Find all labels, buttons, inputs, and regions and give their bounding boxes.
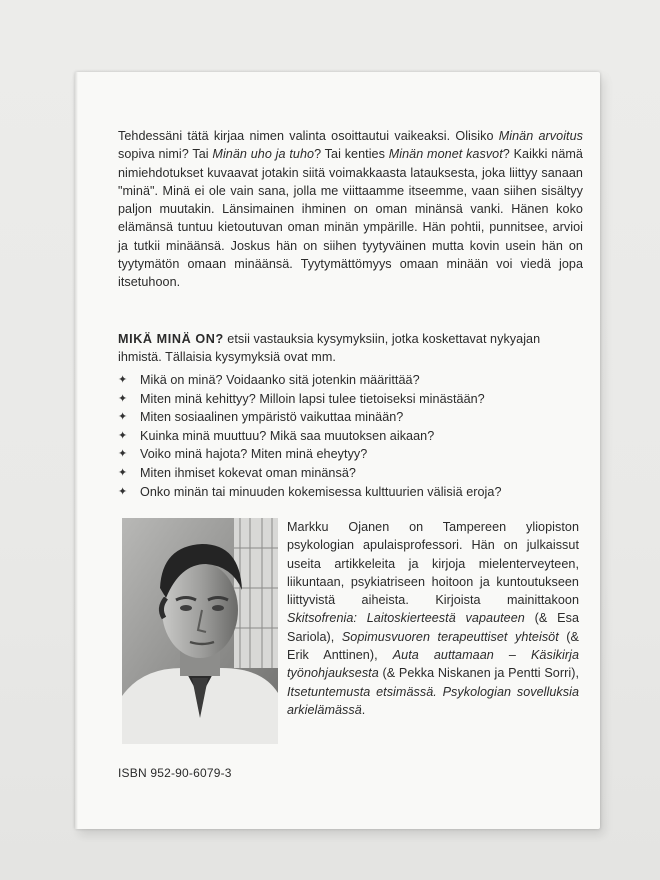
list-item (118, 390, 588, 409)
author-bio (287, 518, 579, 719)
bio-book-title-4: Itsetuntemusta etsimässä. Psykologian sovelluksia arkielämässä (287, 684, 579, 717)
bio-text-2: (& Esa Sariola), (287, 611, 579, 644)
list-item (118, 427, 588, 446)
bio-text-1: Markku Ojanen on Tampereen yliopiston psykologian apulaisprofessori. Hän on julkaissut useita artikkeleita ja kirjoja mielenterveyteen, liikuntaan, psykiatriseen hoitoon ja kuntoutukseen liittyvistä aiheista. Kirjoista mainittakoon (287, 520, 579, 608)
four-point-star-icon: ✦ (118, 466, 128, 479)
book-title-lead: MIKÄ MINÄ ON? (118, 332, 224, 346)
intro-title-2: Minän uho ja tuho (212, 147, 315, 162)
list-item-text: Voiko minä hajota? Miten minä eheytyy? (140, 447, 368, 462)
four-point-star-icon: ✦ (118, 374, 128, 386)
list-item (118, 445, 588, 464)
bio-text-4: (& Pekka Niskanen ja Pentti Sorri), (378, 666, 579, 681)
four-point-star-icon: ✦ (118, 485, 128, 498)
four-point-star-icon: ✦ (118, 411, 128, 424)
list-item (118, 408, 588, 427)
list-item (118, 483, 588, 502)
four-point-star-icon: ✦ (118, 429, 128, 442)
intro-paragraph (118, 127, 583, 292)
bio-text-5: . (361, 702, 366, 717)
list-item-text: Miten sosiaalinen ympäristö vaikuttaa minään? (140, 410, 404, 425)
list-item-text: Mikä on minä? Voidaanko sitä jotenkin määrittää? (140, 373, 420, 387)
intro-text-1: Tehdessäni tätä kirjaa nimen valinta osoittautui vaikeaksi. Olisiko (118, 129, 499, 143)
list-item-text: Onko minän tai minuuden kokemisessa kulttuurien välisiä eroja? (140, 484, 502, 499)
intro-text-2: sopiva nimi? Tai (118, 147, 213, 162)
list-item (118, 371, 588, 390)
book-back-cover (75, 72, 600, 829)
bio-book-title-1: Skitsofrenia: Laitoskierteestä vapauteen (287, 611, 525, 626)
isbn-number: ISBN 952-90-6079-3 (118, 766, 232, 780)
bio-book-title-3: Auta auttamaan – Käsikirja työnohjauksesta (287, 648, 580, 681)
list-item-text: Miten ihmiset kokevat oman minänsä? (140, 465, 356, 480)
author-photo (122, 518, 278, 744)
bio-text-3: (& Erik Anttinen), (287, 629, 579, 663)
four-point-star-icon: ✦ (118, 448, 128, 461)
four-point-star-icon: ✦ (118, 392, 128, 405)
intro-title-3: Minän monet kasvot (388, 147, 503, 162)
list-item (118, 464, 588, 483)
question-list (118, 371, 588, 501)
list-item-text: Kuinka minä muuttuu? Mikä saa muutoksen aikaan? (140, 428, 435, 443)
intro-text-4: ? Kaikki nämä nimiehdotukset kuvaavat jotakin siitä voimakkaasta latauksesta, joka liittyy sanaan "minä". Minä ei ole vain sana, jolla me viittaamme itseemme, vaan siihen sisältyy paljon muutakin. Länsimainen ihminen on oman minänsä vanki. Hänen koko elämänsä tuntuu kietoutuvan oman minän ympärille. Hän pohtii, punnitsee, arvioi ja tutkii minäänsä. Joskus hän on siihen tyytyväinen mutta kovin usein hän on tyytymätön omaan minäänsä. Tyytymättömyys omaan minään voi viedä jopa itsetuhoon. (118, 147, 583, 290)
bio-book-title-2: Sopimusvuoren terapeuttiset yhteisöt (341, 629, 559, 644)
question-paragraph (118, 330, 583, 367)
question-text: etsii vastauksia kysymyksiin, jotka koskettavat nykyajan ihmistä. Tällaisia kysymyksiä ovat mm. (118, 332, 541, 365)
intro-title-1: Minän arvoitus (498, 129, 583, 143)
intro-text-3: ? Tai kenties (314, 147, 389, 162)
list-item-text: Miten minä kehittyy? Milloin lapsi tulee tietoiseksi minästään? (140, 391, 485, 406)
